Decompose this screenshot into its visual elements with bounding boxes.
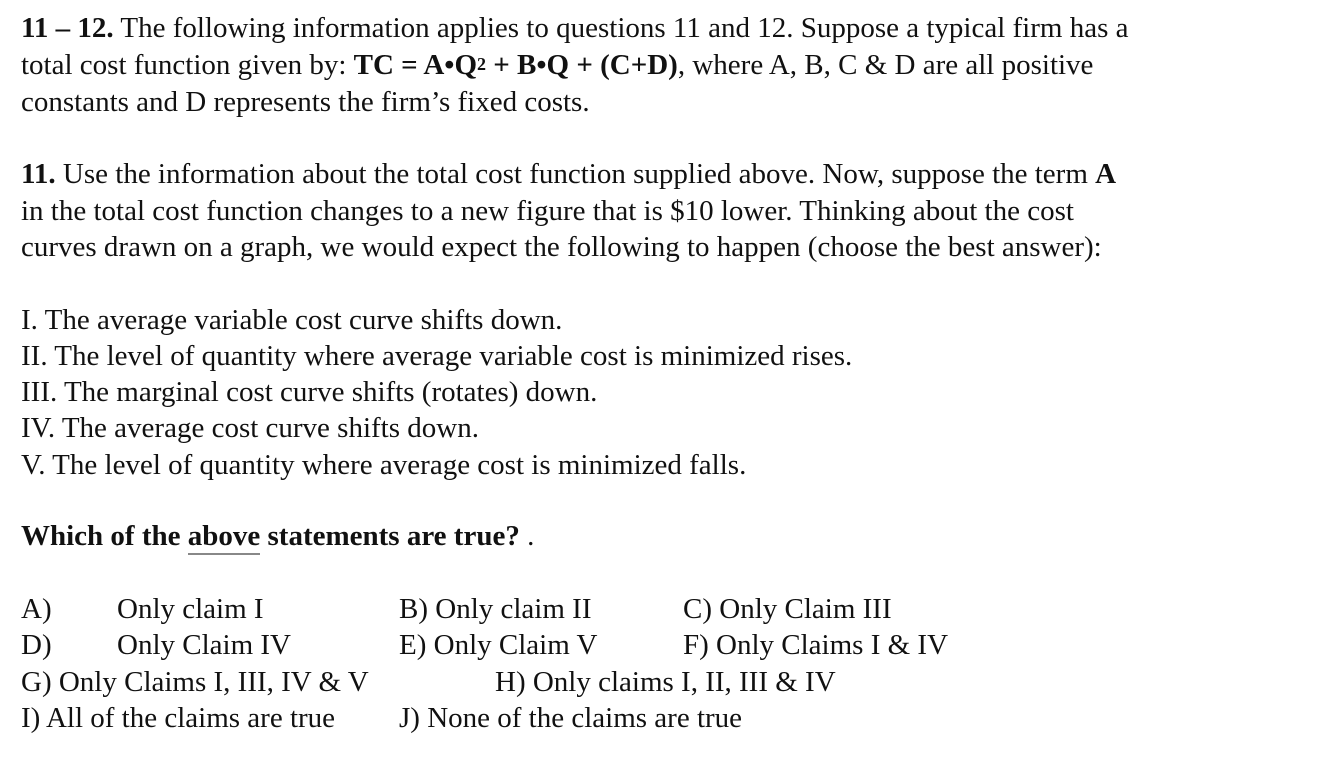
formula-part-b: + B•Q + (C+D) — [486, 49, 678, 81]
intro-text-2: total cost function given by: — [21, 49, 354, 81]
question-term: A — [1095, 158, 1117, 190]
prompt-trailing: . — [527, 520, 535, 552]
intro-line-1 — [21, 10, 1129, 46]
answer-g: G) Only Claims I, III, IV & V — [21, 666, 369, 698]
answer-a-letter: A) — [21, 593, 52, 625]
answer-e: E) Only Claim V — [399, 629, 598, 661]
intro-text-2-suffix: , where A, B, C & D are all positive — [677, 49, 1094, 81]
question-text-3: curves drawn on a graph, we would expect the following to happen (choose the best answer): — [21, 231, 1102, 263]
claim-3: III. The marginal cost curve shifts (rotates) down. — [21, 376, 598, 408]
question-line-2 — [21, 193, 1074, 229]
question-line-3 — [21, 229, 1102, 265]
intro-text-3: constants and D represents the firm’s fixed costs. — [21, 86, 590, 118]
answer-c: C) Only Claim III — [683, 593, 892, 625]
intro-text-1: The following information applies to questions 11 and 12. Suppose a typical firm has a — [113, 12, 1129, 44]
claim-5: V. The level of quantity where average cost is minimized falls. — [21, 449, 747, 481]
question-number: 11. — [21, 158, 56, 190]
intro-line-3 — [21, 84, 590, 120]
intro-line-2 — [21, 47, 1093, 83]
answer-a-text: Only claim I — [117, 593, 264, 625]
cost-formula — [354, 49, 678, 81]
answer-i: I) All of the claims are true — [21, 702, 336, 734]
prompt-part-1: Which of the — [21, 520, 188, 552]
answer-d-text: Only Claim IV — [117, 629, 291, 661]
claim-1: I. The average variable cost curve shifts down. — [21, 304, 563, 336]
claim-4: IV. The average cost curve shifts down. — [21, 412, 479, 444]
answer-j: J) None of the claims are true — [399, 702, 743, 734]
answer-h: H) Only claims I, II, III & IV — [495, 666, 836, 698]
answer-d-letter: D) — [21, 629, 52, 661]
question-line-1 — [21, 156, 1116, 192]
answer-f: F) Only Claims I & IV — [683, 629, 949, 661]
claim-2: II. The level of quantity where average variable cost is minimized rises. — [21, 340, 853, 372]
prompt-line — [21, 518, 534, 554]
answer-b: B) Only claim II — [399, 593, 592, 625]
prompt-text — [21, 520, 527, 555]
formula-exponent: 2 — [477, 54, 487, 74]
intro-heading: 11 – 12. — [21, 12, 114, 44]
formula-part-a: TC = A•Q — [353, 49, 478, 81]
question-text-1: Use the information about the total cost function supplied above. Now, suppose the term — [55, 158, 1096, 190]
question-text-2: in the total cost function changes to a new figure that is $10 lower. Thinking about the cost — [21, 195, 1074, 227]
prompt-part-2: statements are true? — [260, 520, 528, 552]
prompt-underlined-word: above — [188, 520, 261, 555]
